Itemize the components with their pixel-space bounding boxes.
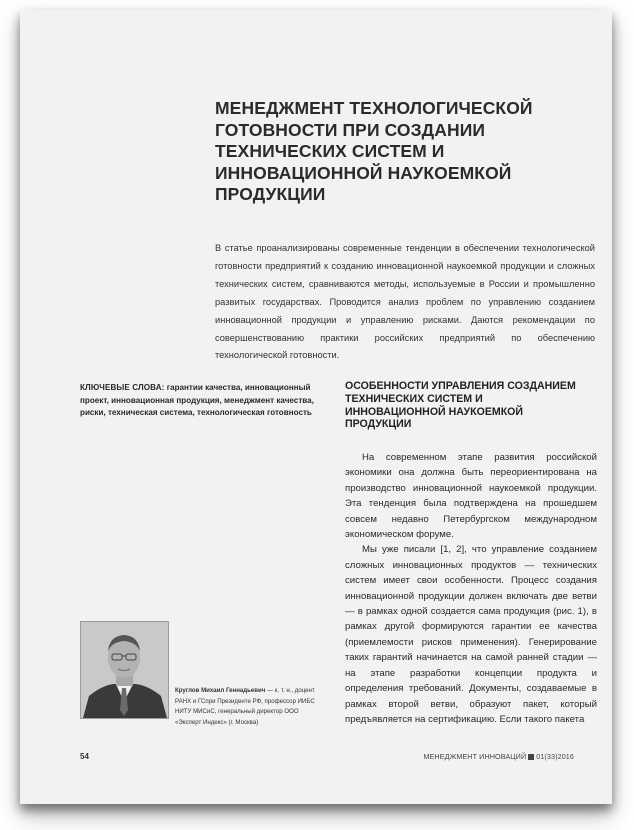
author-info — [175, 686, 325, 728]
body-paragraph: На современном этапе развития российской экономики она должна быть переориентирована на производство инновационной наукоемкой продукции. Эта тенденция была подтверждена на прошедшем совсем недавно Петербургском международном экономическом форуме. — [345, 452, 597, 541]
footer-journal — [423, 752, 574, 761]
article-title: МЕНЕДЖМЕНТ ТЕХНОЛОГИЧЕСКОЙ ГОТОВНОСТИ ПРИ СОЗДАНИИ ТЕХНИЧЕСКИХ СИСТЕМ И ИННОВАЦИОННОЙ НАУКОЕМКОЙ ПРОДУКЦИИ — [215, 98, 533, 204]
journal-page — [20, 10, 612, 804]
author-name: Круглов Михаил Геннадьевич — [175, 687, 266, 694]
author-portrait-image — [81, 622, 168, 718]
author-details: — к. т. н., доцент РАНХ и ГСпри Президенте РФ, профессор ИИБС НИТУ МИСиС, генеральный директор ООО «Эксперт Индекс» (г. Москва) — [175, 687, 315, 726]
keywords-list: гарантии качества, инновационный проект, инновационная продукция, менеджмент качества, риски, техническая система, технологическая готовность — [80, 383, 314, 417]
article-abstract: В статье проанализированы современные тенденции в обеспечении технологической готовности предприятий к созданию инновационной наукоемкой продукции и сложных технических систем, сравниваются методы, используемые в России и промышленно развитых государствах. Проводится анализ проблем по управлению созданием инновационной продукции и управлению рисками. Даются рекомендации по совершенствованию практики российских предприятий по обеспечению технологической готовности. — [215, 243, 595, 361]
body-paragraph: Мы уже писали [1, 2], что управление созданием сложных инновационных продуктов — технических систем имеет свои особенности. Процесс создания инновационной продукции должен включать две ветви — в рамках одной создается сама продукция (рис. 1), в рамках другой формируются гарантии ее качества (приемлемости рисков применения). Генерирование таких гарантий начинается на самой ранней стадии — на этапе разработки концепции продукта и определения требований. Документы, создаваемые в рамках второй ветви, образуют пакет, который предъявляется на сертификацию. Если такого пакета — [345, 544, 597, 725]
author-photo — [80, 621, 169, 719]
issue-number: 01(33)2016 — [536, 752, 574, 761]
square-separator-icon — [528, 754, 534, 760]
page-number: 54 — [80, 752, 89, 761]
journal-name: МЕНЕДЖМЕНТ ИННОВАЦИЙ — [423, 752, 527, 761]
body-text — [345, 450, 597, 727]
keywords-label: КЛЮЧЕВЫЕ СЛОВА: — [80, 383, 165, 392]
keywords-block — [80, 382, 330, 420]
section-heading: ОСОБЕННОСТИ УПРАВЛЕНИЯ СОЗДАНИЕМ ТЕХНИЧЕСКИХ СИСТЕМ И ИННОВАЦИОННОЙ НАУКОЕМКОЙ ПРОДУКЦИИ — [345, 380, 576, 431]
